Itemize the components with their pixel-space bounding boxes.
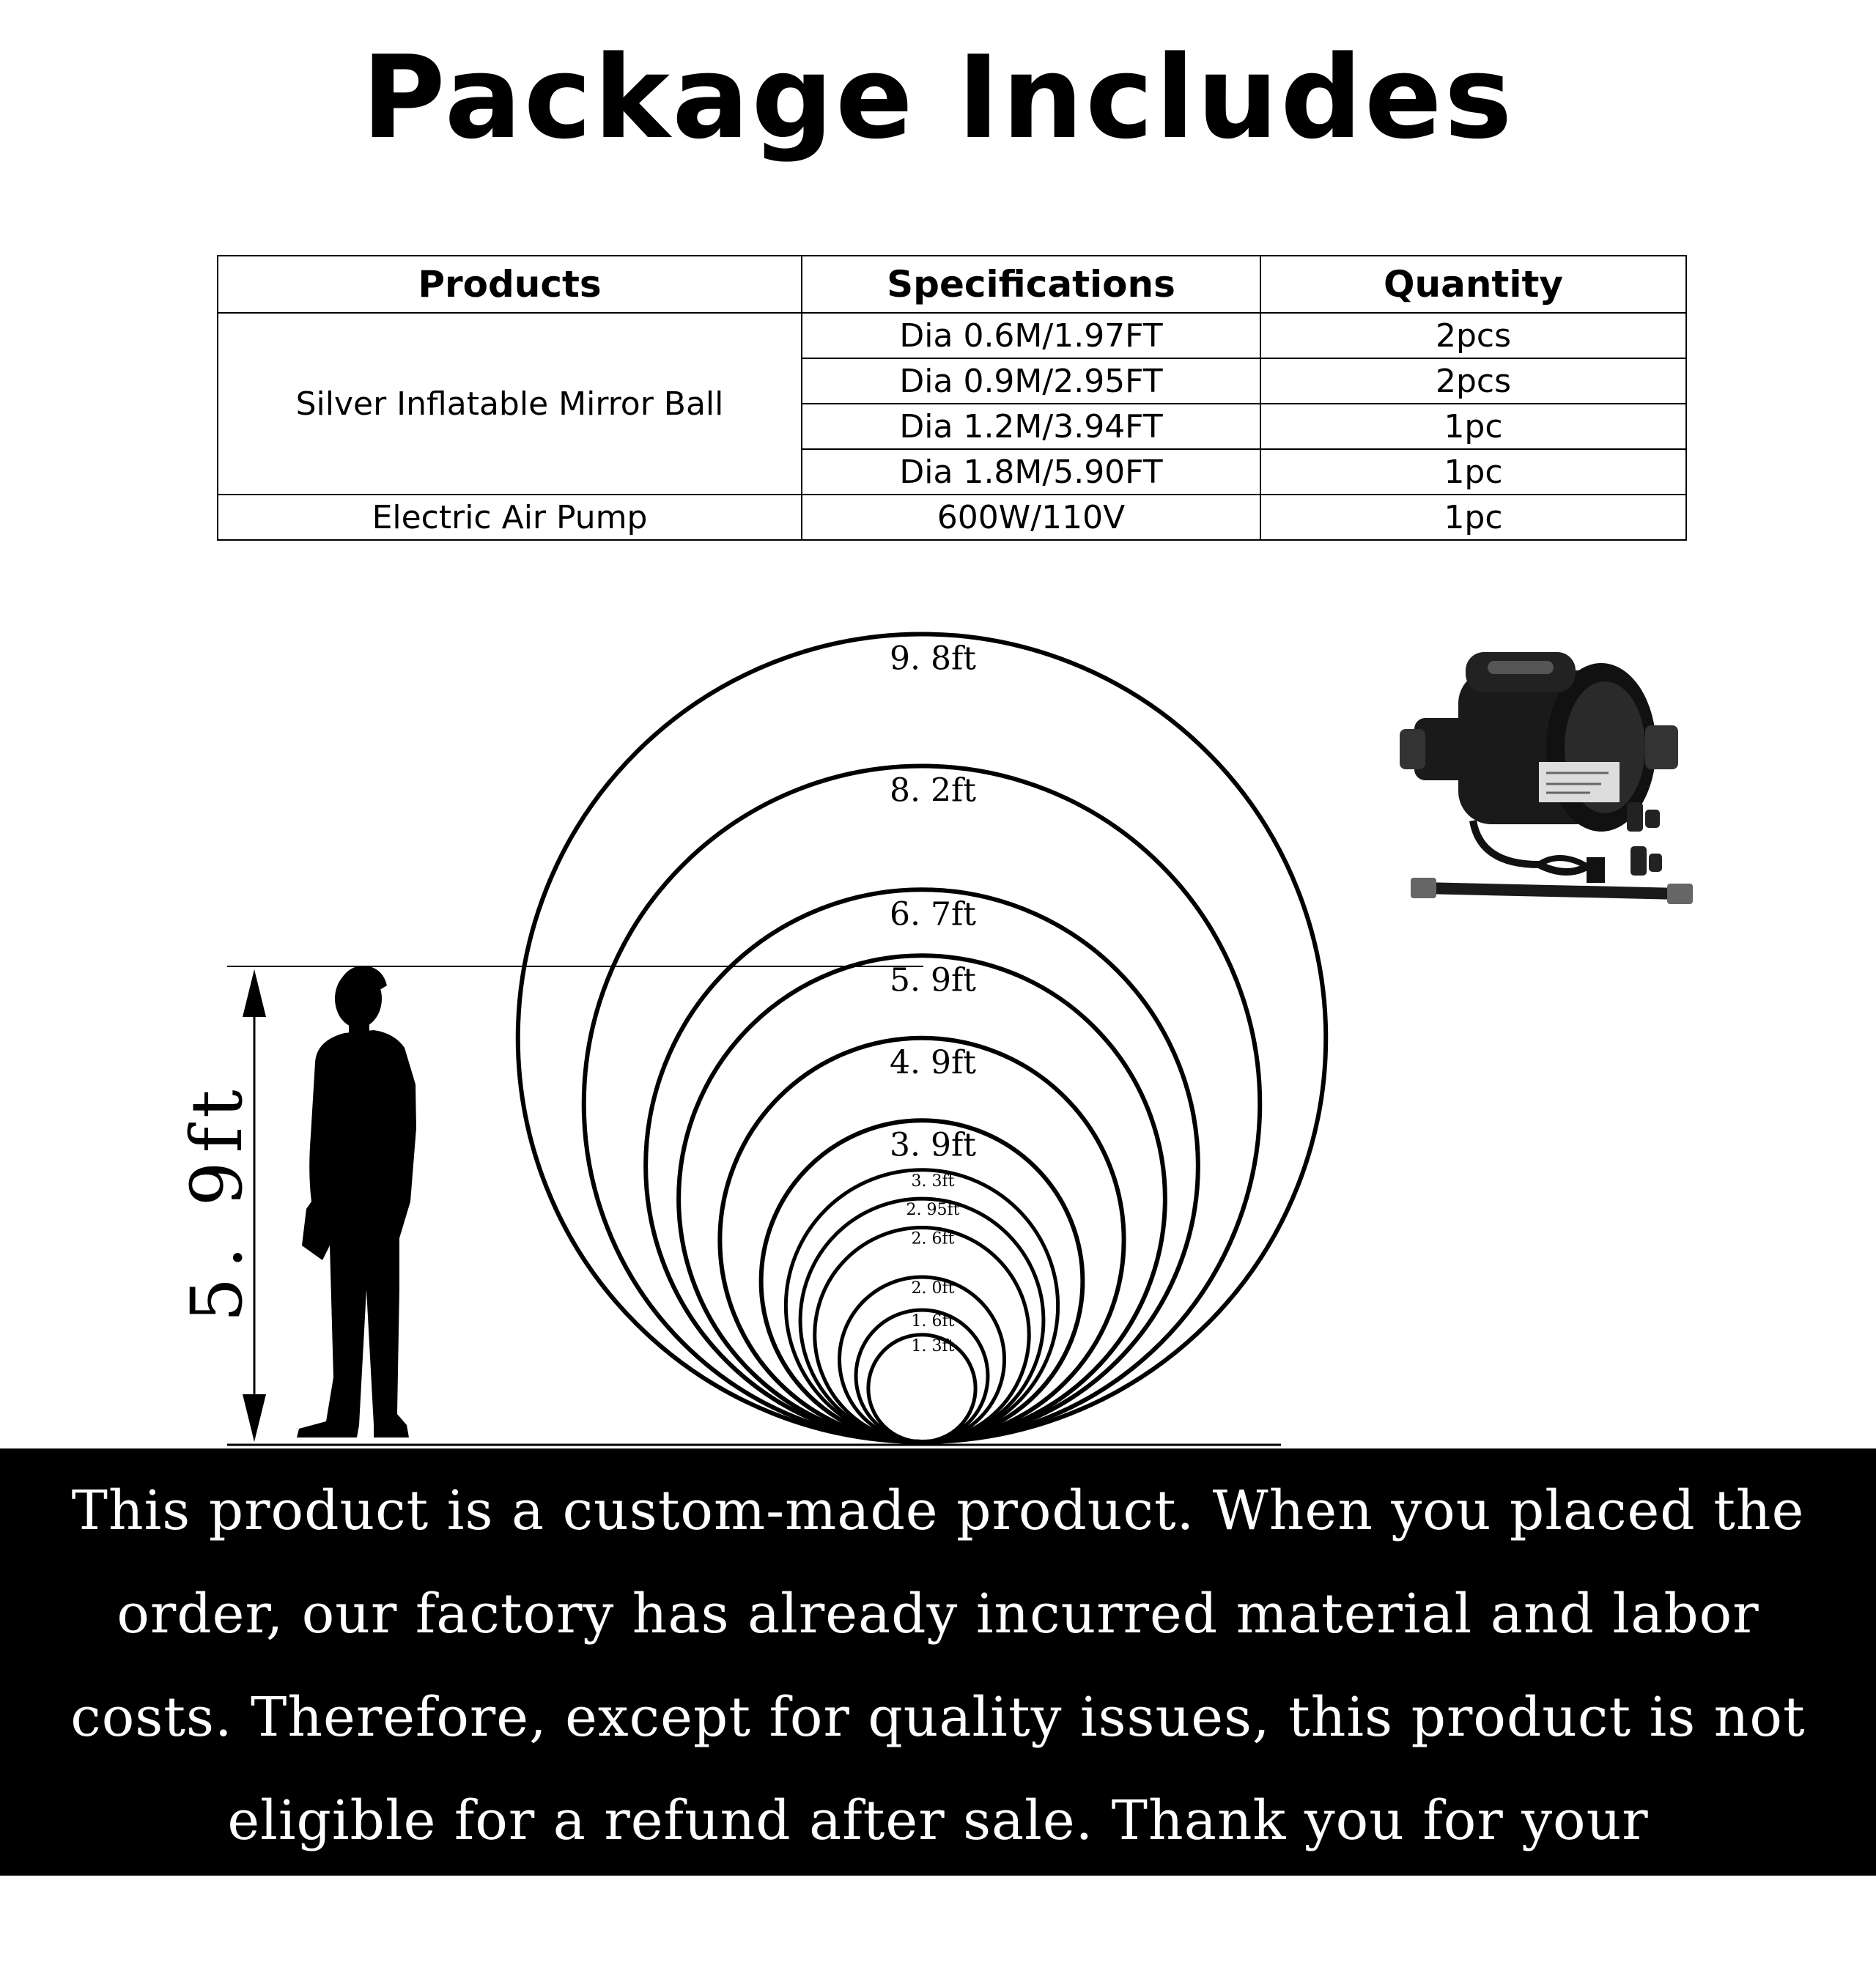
size-circle-label: 6. 7ft [890, 895, 976, 933]
spec-cell: Dia 1.2M/3.94FT [802, 404, 1260, 449]
qty-cell: 1pc [1260, 449, 1686, 495]
size-circle-label: 5. 9ft [890, 961, 976, 999]
size-circle-label: 8. 2ft [890, 771, 976, 810]
size-circle-label: 2. 0ft [911, 1279, 955, 1298]
qty-cell: 1pc [1260, 404, 1686, 449]
air-pump-image [1392, 645, 1729, 930]
product-mirror-ball: Silver Inflatable Mirror Ball [218, 313, 802, 495]
person-silhouette-icon [297, 966, 416, 1437]
spec-cell: Dia 0.9M/2.95FT [802, 358, 1260, 404]
size-circle-label: 2. 6ft [911, 1229, 955, 1248]
size-circle-label: 3. 9ft [890, 1126, 976, 1164]
height-label: 5. 9ft [176, 1081, 258, 1322]
circle-group [518, 634, 1326, 1443]
header-products: Products [218, 256, 802, 313]
size-circle-label: 2. 95ft [906, 1201, 960, 1220]
header-specifications: Specifications [802, 256, 1260, 313]
notice-banner [0, 1448, 1876, 1955]
qty-cell: 2pcs [1260, 313, 1686, 358]
header-quantity: Quantity [1260, 256, 1686, 313]
page-title: Package Includes [361, 31, 1515, 164]
size-circle-label: 4. 9ft [890, 1043, 976, 1081]
spec-cell: Dia 1.8M/5.90FT [802, 449, 1260, 495]
size-circle-label: 1. 3ft [911, 1336, 955, 1355]
qty-cell: 1pc [1260, 495, 1686, 540]
size-circle-label: 3. 3ft [911, 1172, 955, 1191]
size-circle-label: 1. 6ft [911, 1312, 955, 1331]
spec-cell: 600W/110V [802, 495, 1260, 540]
notice-text: This product is a custom-made product. When you placed the order, our factory has already incurred material and labor costs. Therefore, except for quality issues, this product is not eligible for a refund after sale. Thank you for your understanding. [70, 1479, 1806, 1955]
size-circle-label: 9. 8ft [890, 640, 976, 678]
product-air-pump: Electric Air Pump [218, 495, 802, 540]
size-circle [840, 1277, 1005, 1442]
air-pump-icon [1400, 652, 1678, 883]
spec-cell: Dia 0.6M/1.97FT [802, 313, 1260, 358]
air-hose-icon [1411, 878, 1693, 904]
qty-cell: 2pcs [1260, 358, 1686, 404]
